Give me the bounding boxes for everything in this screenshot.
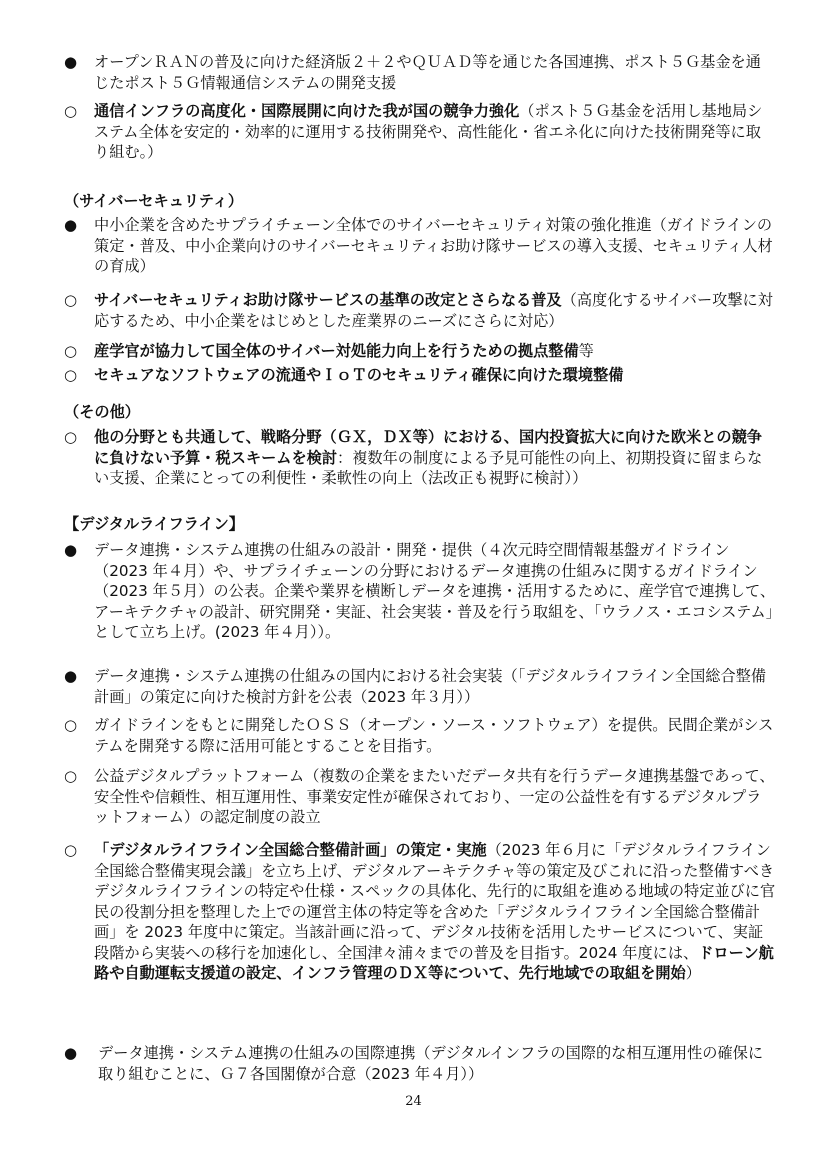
text-segment: 中小企業を含めたサプライチェーン全体でのサイバーセキュリティ対策の強化推進（ガイドラインの策定・普及、中小企業向けのサイバーセキュリティお助け隊サービスの導入支援、セキュリティ人材の育成） — [94, 216, 773, 275]
bold-segment: 他の分野とも共通して、戦略分野（ＧＸ，ＤＸ等）における、国内投資拡大に向けた欧米との競争に負けない予算・税スキームを検討 — [94, 428, 762, 467]
item-text — [94, 290, 776, 331]
text-segment: オープンＲＡＮの普及に向けた経済版２＋２やＱＵＡＤ等を通じた各国連携、ポスト５Ｇ基金を通じたポスト５Ｇ情報通信システムの開発支援 — [94, 53, 761, 92]
bullet-item — [64, 341, 776, 362]
open-circle-bullet: ○ — [64, 291, 78, 309]
bold-segment: 「デジタルライフライン全国総合整備計画」の策定・実施 — [94, 841, 487, 859]
text-segment: 公益デジタルプラットフォーム（複数の企業をまたいだデータ共有を行うデータ連携基盤であって、安全性や信頼性、相互運用性、事業安定性が確保されており、一定の公益性を有するデジタルプラットフォーム）の認定制度の設立 — [94, 767, 775, 826]
text-segment: データ連携・システム連携の仕組みの国内における社会実装（「デジタルライフライン全国総合整備計画」の策定に向けた検討方針を公表（2023 年３月）） — [94, 667, 767, 706]
bullet-item — [64, 215, 776, 277]
filled-circle-bullet: ● — [64, 667, 78, 685]
open-circle-bullet: ○ — [64, 841, 78, 859]
bullet-item — [64, 666, 776, 707]
item-text — [94, 101, 776, 163]
text-segment: データ連携・システム連携の仕組みの設計・開発・提供（４次元時空間情報基盤ガイドライン（2023 年４月）や、サプライチェーンの分野におけるデータ連携の仕組みに関するガイドライン（2023 年５月）の公表。企業や業界を横断しデータを連携・活用するために、産学官で連携して、アーキテクチャの設計、研究開発・実証、社会実装・普及を行う取組を、「ウラノス・エコシステム」として立ち上げ。(2023 年４月））。 — [94, 541, 776, 641]
bullet-item — [64, 365, 776, 386]
text-segment: （ポスト５Ｇ基金を活用し基地局システム全体を安定的・効率的に運用する技術開発や、高性能化・省エネ化に向けた技術開発等に取り組む。） — [94, 102, 763, 161]
item-text — [94, 715, 776, 756]
section-heading: （その他） — [64, 403, 140, 421]
bullet-item — [64, 1043, 776, 1084]
item-text — [94, 840, 776, 984]
text-segment: ：複数年の制度による予見可能性の向上、初期投資に留まらない支援、企業にとっての利便性・柔軟性の向上（法改正も視野に検討）） — [94, 448, 763, 487]
item-text — [94, 427, 776, 489]
item-text — [94, 766, 776, 828]
item-text — [94, 215, 776, 277]
text-segment: データ連携・システム連携の仕組みの国際連携（デジタルインフラの国際的な相互運用性の確保に取り組むことに、Ｇ７各国閣僚が合意（2023 年４月）） — [98, 1044, 764, 1083]
open-circle-bullet: ○ — [64, 342, 78, 360]
bullet-item — [64, 52, 776, 93]
text-segment: 等 — [578, 342, 594, 360]
open-circle-bullet: ○ — [64, 428, 78, 446]
bullet-item — [64, 715, 776, 756]
item-text — [98, 1043, 776, 1084]
section-heading: 【デジタルライフライン】 — [64, 515, 244, 533]
filled-circle-bullet: ● — [64, 541, 78, 559]
bullet-item — [64, 840, 776, 984]
bold-segment: サイバーセキュリティお助け隊サービスの基準の改定とさらなる普及 — [94, 291, 562, 309]
text-segment: （2023 年６月に「デジタルライフライン全国総合整備実現会議」を立ち上げ、デジタルアーキテクチャ等の策定及びこれに沿った整備すべきデジタルライフラインの特定や仕様・スペックの具体化、先行的に取組を進める地域の特定並びに官民の役割分担を整理した上での運営主体の特定等を含めた「デジタルライフライン全国総合整備計画」を 2023 年度中に策定。当該計画に沿って、デジタル技術を活用したサービスについて、実証段階から実装への移行を加速化し、全国津々浦々までの普及を目指す。2024 年度には、 — [94, 841, 776, 962]
section-heading: （サイバーセキュリティ） — [64, 192, 244, 210]
bullet-item — [64, 427, 776, 489]
open-circle-bullet: ○ — [64, 102, 78, 120]
item-text — [94, 540, 776, 643]
text-segment: ガイドラインをもとに開発したＯＳＳ（オープン・ソース・ソフトウェア）を提供。民間企業がシステムを開発する際に活用可能とすることを目指す。 — [94, 716, 774, 755]
bullet-item — [64, 101, 776, 163]
bold-segment: セキュアなソフトウェアの流通やＩｏＴのセキュリティ確保に向けた環境整備 — [94, 366, 624, 384]
bold-segment: 通信インフラの高度化・国際展開に向けた我が国の競争力強化 — [94, 102, 520, 120]
bullet-item — [64, 290, 776, 331]
filled-circle-bullet: ● — [64, 1044, 78, 1062]
text-segment: ） — [685, 964, 701, 982]
item-text — [94, 52, 776, 93]
bullet-item — [64, 766, 776, 828]
bullet-item — [64, 540, 776, 643]
filled-circle-bullet: ● — [64, 53, 78, 71]
filled-circle-bullet: ● — [64, 216, 78, 234]
page-number: 24 — [405, 1094, 422, 1109]
open-circle-bullet: ○ — [64, 716, 78, 734]
text-segment: （高度化するサイバー攻撃に対応するため、中小企業をはじめとした産業界のニーズにさらに対応） — [94, 291, 773, 330]
open-circle-bullet: ○ — [64, 366, 78, 384]
bold-segment: ドローン航路や自動運転支援道の設定、インフラ管理のＤＸ等について、先行地域での取組を開始 — [94, 943, 774, 982]
item-text — [94, 666, 776, 707]
bold-segment: 産学官が協力して国全体のサイバー対処能力向上を行うための拠点整備 — [94, 342, 579, 360]
item-text — [94, 365, 776, 386]
item-text — [94, 341, 776, 362]
open-circle-bullet: ○ — [64, 767, 78, 785]
